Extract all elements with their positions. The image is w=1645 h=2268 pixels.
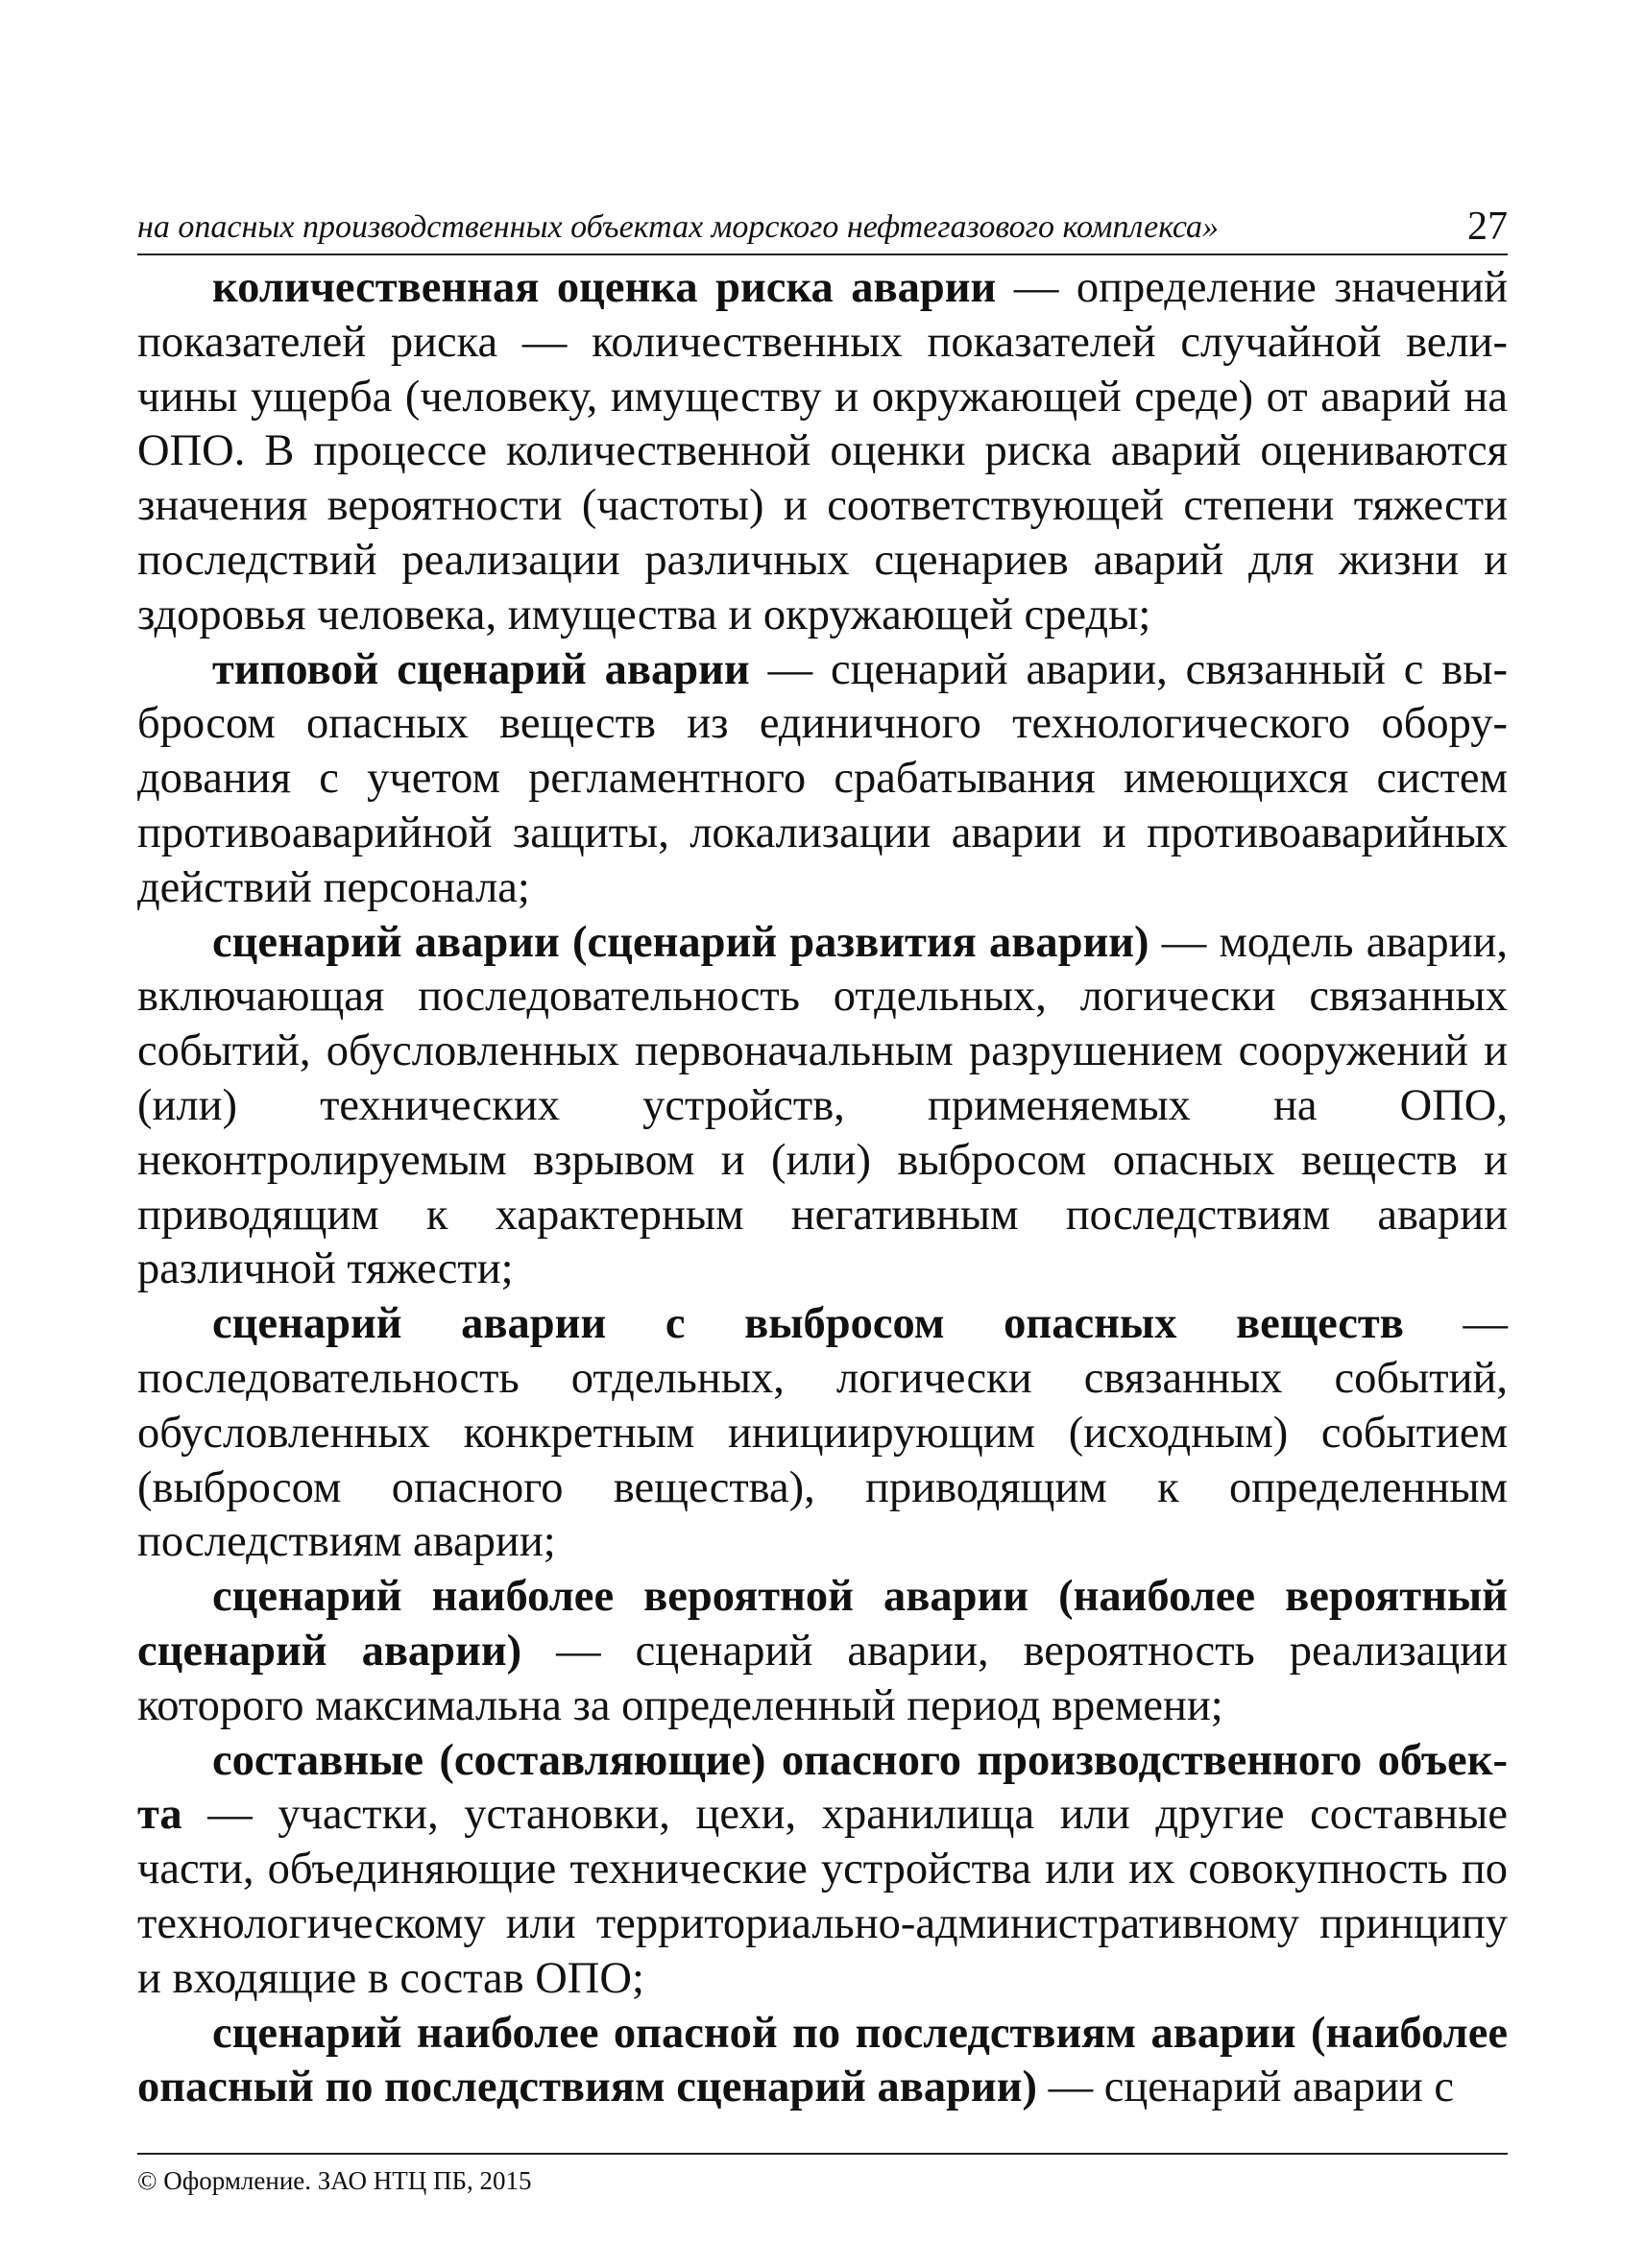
definition-paragraph — [137, 261, 1508, 643]
definition-term: сценарий наиболее вероятной аварии (наиболее вероятный сценарий аварии) — [137, 1572, 1508, 1676]
definition-text: — сценарий аварии, связанный с выбросом опасных веществ из единичного технологического оборудования с учетом регламентного срабатывания имеющихся систем противоаварийной защиты, локализации аварии и противоаварийных действий персонала; — [137, 644, 1508, 912]
definition-paragraph — [137, 1570, 1508, 1733]
running-title: на опасных производственных объектах морского нефтегазового комплекса» — [137, 209, 1220, 245]
definition-text: — сценарий аварии с — [1037, 2063, 1454, 2112]
page-number: 27 — [1467, 205, 1508, 249]
definition-term: сценарий аварии с выбросом опасных веществ — [212, 1299, 1404, 1349]
definition-text: — последовательность отдельных, логически связанных событий, обусловленных конкретным инициирующим (исходным) событием (выбросом опасного вещества), приводящим к определенным последствиям аварии; — [137, 1299, 1509, 1567]
copyright-footer: © Оформление. ЗАО НТЦ ПБ, 2015 — [137, 2166, 532, 2195]
definition-term: составные (составляющие) опасного производственного объекта — [137, 1735, 1508, 1840]
definition-text: — модель аварии, включающая последовательность отдельных, логически связанных событий, обусловленных первоначальным разрушением сооружений и (или) технических устройств, применяемых на ОПО, неконтролируемым взрывом и (или) выбросом опасных веществ и приводящим к характерным негативным последствиям аварии различной тяжести; — [137, 917, 1508, 1294]
definition-paragraph — [137, 2007, 1508, 2116]
definition-term: сценарий аварии (сценарий развития аварии) — [212, 917, 1149, 967]
definition-text: — сценарий аварии, вероятность реализации которого максимальна за определенный период времени; — [137, 1626, 1508, 1730]
definition-text: — участки, установки, цехи, хранилища или другие составные части, объединяющие технические устройства или их совокупность по технологическому или территориально-административному принципу и входящие в состав ОПО; — [137, 1790, 1508, 2003]
definition-paragraph — [137, 1734, 1508, 2007]
page-header — [137, 196, 1508, 255]
definition-text: — определение значений показателей риска — количественных показателей случайной величины ущерба (человеку, имуществу и окружающей среде) от аварий на ОПО. В процессе количественной оценки риска аварий оцениваются значения вероятности (частоты) и соответствующей степени тяжести последствий реализации различных сценариев аварий для жизни и здоровья человека, имущества и окружающей среды; — [137, 263, 1508, 639]
definition-term: количественная оценка риска аварии — [212, 263, 997, 312]
definition-paragraph — [137, 916, 1508, 1298]
footer-divider — [137, 2153, 1508, 2155]
definitions-body — [137, 261, 1508, 2115]
definition-paragraph — [137, 643, 1508, 916]
definition-term: сценарий наиболее опасной по последствиям аварии (наиболее опасный по последствиям сценарий аварии) — [137, 2008, 1508, 2112]
definition-paragraph — [137, 1297, 1508, 1570]
definition-term: типовой сценарий аварии — [212, 644, 750, 694]
